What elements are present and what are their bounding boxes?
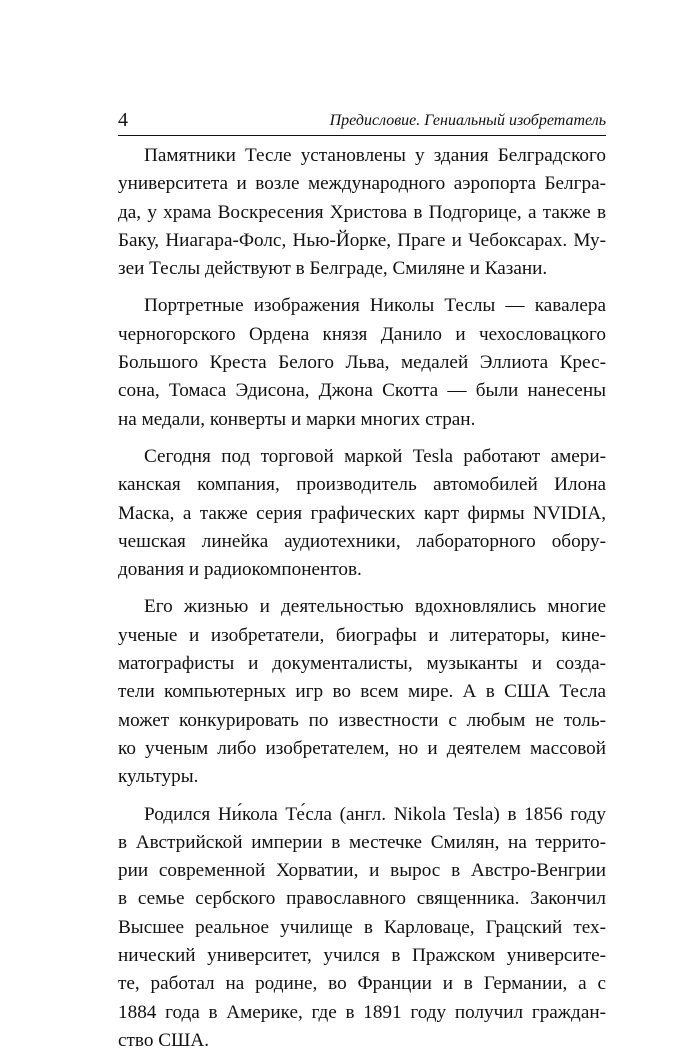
text-line: Его жизнью и деятельностью вдохновлялись многие: [144, 596, 606, 618]
section-title: Предисловие. Гениальный изобретатель: [329, 112, 606, 129]
paragraph-gap: [118, 283, 606, 292]
paragraph-gap: [118, 584, 606, 593]
text-line: Родился Ни́кола Те́сла (англ. Nikola Tesla) в 1856 году: [144, 803, 606, 825]
running-header: [118, 108, 606, 134]
text-line: в семье сербского православного священника. Закончил: [118, 888, 606, 910]
text-line: чешская линейка аудиотехники, лабораторного обору-: [118, 530, 606, 552]
body-text: [118, 142, 606, 1055]
text-line: университета и возле международного аэропорта Белгра-: [118, 173, 606, 195]
text-line: зеи Теслы действуют в Белграде, Смилянe и Казани.: [118, 258, 548, 280]
text-line: Маска, а также серия графических карт фирмы NVIDIA,: [118, 502, 606, 524]
text-line: Баку, Ниагара-Фолс, Нью-Йорке, Праге и Чебоксарах. Му-: [118, 229, 606, 251]
text-line: может конкурировать по известности с любым не толь-: [118, 709, 606, 731]
text-line: те, работал на родине, во Франции и в Германии, а с: [118, 973, 606, 995]
text-line: дования и радиокомпонентов.: [118, 559, 362, 581]
text-line: в Австрийской империи в местечке Смилян, на террито-: [118, 831, 606, 853]
text-line: Большого Креста Белого Льва, медалей Эллиота Крес-: [118, 352, 606, 374]
text-line: Памятники Тесле установлены у здания Белградского: [144, 145, 606, 166]
text-line: матографисты и документалисты, музыканты и созда-: [118, 653, 606, 675]
page-number: 4: [118, 109, 128, 131]
paragraph-portraits: [118, 292, 606, 433]
text-line: сона, Томаса Эдисона, Джона Скотта — были нанесены: [118, 380, 606, 402]
text-line: рии современной Хорватии, и вырос в Австро-Венгрии: [118, 860, 606, 882]
text-line: тели компьютерных игр во всем мире. А в США Тесла: [118, 681, 606, 703]
paragraph-monuments: [118, 142, 606, 283]
paragraph-gap: [118, 792, 606, 801]
text-line: нический университет, учился в Пражском университе-: [118, 945, 606, 967]
text-line: ученые и изобретатели, биографы и литераторы, кине-: [118, 624, 606, 646]
paragraph-biography: [118, 801, 606, 1055]
header-rule: [118, 135, 606, 136]
text-line: ко ученым либо изобретателем, но и деятелем массовой: [118, 737, 606, 759]
text-line: Высшее реальное училище в Карловаце, Грацский тех-: [118, 916, 606, 938]
text-line: ство США.: [118, 1029, 210, 1051]
paragraph-brand: [118, 443, 606, 584]
paragraph-inspiration: [118, 593, 606, 791]
paragraph-gap: [118, 434, 606, 443]
text-line: да, у храма Воскресения Христова в Подгорице, а также в: [118, 201, 606, 223]
text-line: на медали, конверты и марки многих стран.: [118, 408, 476, 430]
text-line: культуры.: [118, 766, 199, 788]
text-line: 1884 года в Америке, где в 1891 году получил граждан-: [118, 1001, 606, 1023]
text-line: канская компания, производитель автомобилей Илона: [118, 474, 606, 496]
text-line: Сегодня под торговой маркой Tesla работают амери-: [144, 445, 606, 467]
text-line: черногорского Ордена князя Данило и чехословацкого: [118, 323, 606, 345]
text-line: Портретные изображения Николы Теслы — кавалера: [144, 295, 606, 317]
